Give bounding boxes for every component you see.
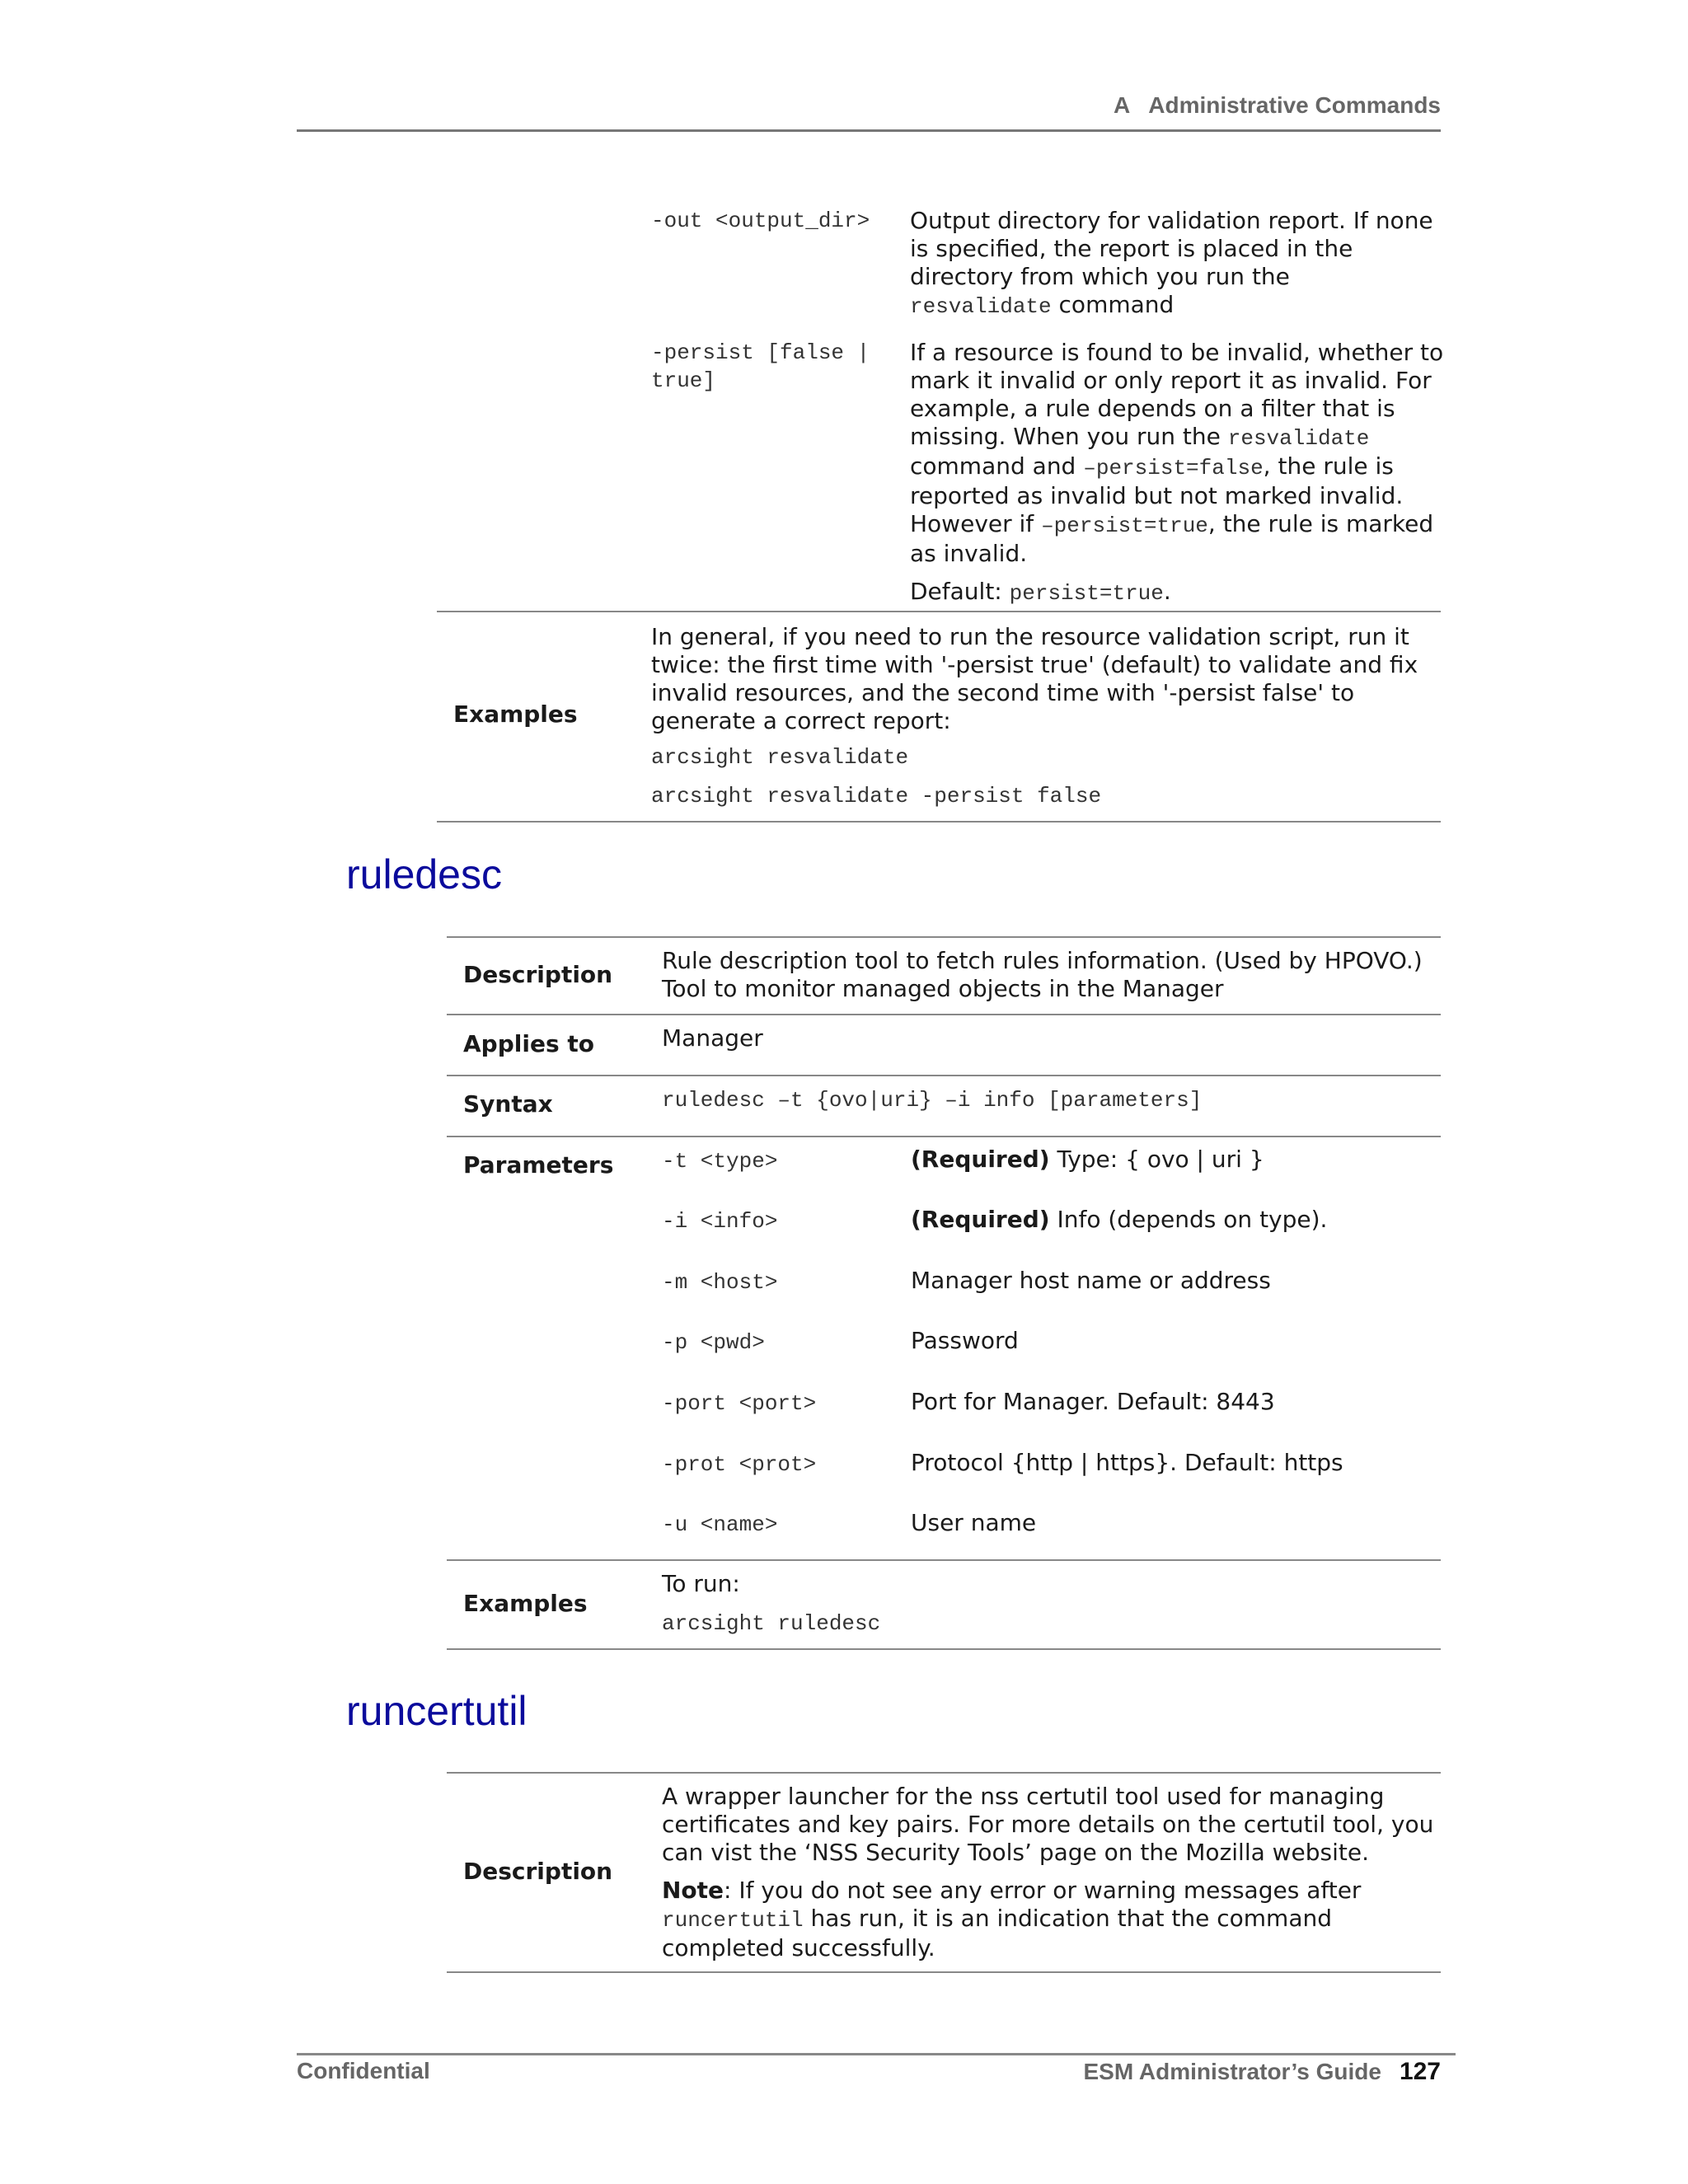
parameter-name: -prot <prot> (662, 1452, 817, 1477)
example-command: arcsight resvalidate -persist false (651, 784, 1102, 808)
text-span: command (1051, 291, 1175, 318)
section-title-ruledesc: ruledesc (346, 851, 502, 898)
parameter-name: -p <pwd> (662, 1330, 765, 1355)
param-out-desc (910, 207, 1437, 321)
inline-code: resvalidate (1227, 426, 1370, 451)
note-line: completed successfully. (662, 1934, 935, 1961)
text-span: However if (910, 510, 1042, 537)
table-rule (447, 1136, 1441, 1137)
footer-rule (297, 2053, 1456, 2055)
parameter-name: -port <port> (662, 1391, 817, 1416)
inline-code: persist=true (1009, 581, 1164, 606)
parameter-desc (911, 1206, 1327, 1234)
description-label: Description (463, 961, 613, 988)
description-line: Rule description tool to fetch rules information. (Used by HPOVO.) (662, 947, 1423, 974)
parameter-desc: Protocol {http | https}. Default: https (911, 1449, 1343, 1476)
examples-line: In general, if you need to run the resource validation script, run it (651, 623, 1409, 650)
table-rule (437, 821, 1441, 823)
parameter-desc: Manager host name or address (911, 1267, 1271, 1294)
parameter-desc: User name (911, 1509, 1037, 1536)
table-rule (447, 936, 1441, 938)
parameter-desc (911, 1146, 1264, 1174)
table-rule (437, 611, 1441, 612)
parameter-row (662, 1267, 1441, 1296)
parameter-name: -m <host> (662, 1270, 778, 1295)
text-span: : If you do not see any error or warning messages after (724, 1877, 1362, 1904)
parameter-row (662, 1206, 1441, 1235)
table-rule (447, 1772, 1441, 1774)
description-text (662, 1783, 1441, 1962)
parameter-row (662, 1449, 1441, 1479)
desc-line: reported as invalid but not marked invalid. (910, 482, 1404, 509)
param-out-desc-line (910, 291, 1437, 321)
parameters-label: Parameters (463, 1151, 614, 1179)
parameter-row (662, 1146, 1441, 1175)
table-rule (447, 1014, 1441, 1015)
examples-text (651, 623, 1442, 735)
table-rule (447, 1075, 1441, 1076)
description-text (662, 947, 1437, 1003)
header-rule (297, 129, 1441, 132)
inline-code: runcertutil (662, 1908, 804, 1933)
syntax-value: ruledesc –t {ovo|uri} –i info [parameters] (662, 1088, 1203, 1113)
desc-line (910, 452, 1446, 482)
description-line: can vist the ‘NSS Security Tools’ page on the Mozilla website. (662, 1839, 1370, 1866)
table-rule (447, 1971, 1441, 1973)
examples-line: twice: the first time with '-persist true' (default) to validate and fix (651, 651, 1418, 678)
parameter-name: -i <info> (662, 1209, 778, 1234)
table-rule (447, 1648, 1441, 1650)
desc-line: If a resource is found to be invalid, whether to (910, 339, 1444, 366)
applies-to-value: Manager (662, 1024, 763, 1052)
text-span: has run, it is an indication that the command (803, 1905, 1333, 1932)
param-persist-name-line: -persist [false | (651, 340, 870, 365)
text-span: command and (910, 452, 1084, 480)
header-appendix-letter: A (1114, 92, 1131, 118)
parameter-desc: Port for Manager. Default: 8443 (911, 1388, 1275, 1415)
param-out-desc-line: is specified, the report is placed in the (910, 235, 1353, 262)
section-title-runcertutil: runcertutil (346, 1688, 528, 1734)
description-line: Tool to monitor managed objects in the Manager (662, 975, 1224, 1002)
parameter-row (662, 1509, 1441, 1539)
examples-label: Examples (463, 1590, 588, 1617)
example-command: arcsight ruledesc (662, 1611, 881, 1636)
desc-line (910, 510, 1446, 540)
examples-label: Examples (453, 701, 578, 728)
desc-line: example, a rule depends on a filter that is (910, 395, 1395, 422)
parameter-desc: Password (911, 1327, 1019, 1354)
footer-guide (1083, 2058, 1441, 2086)
examples-text: To run: (662, 1570, 740, 1597)
text-span: , the rule is (1263, 452, 1394, 480)
parameter-row (662, 1388, 1441, 1418)
note-line (662, 1877, 1441, 1905)
parameter-name: -u <name> (662, 1512, 778, 1537)
note-label: Note (662, 1877, 724, 1904)
text-span: , the rule is marked (1207, 510, 1434, 537)
description-label: Description (463, 1858, 613, 1885)
desc-line (910, 423, 1446, 452)
text-span: missing. When you run the (910, 423, 1228, 450)
param-persist-name (651, 339, 870, 395)
text-span: Info (depends on type). (1049, 1206, 1328, 1233)
parameter-name: -t <type> (662, 1149, 778, 1174)
running-header (297, 92, 1441, 119)
param-out-desc-line: directory from which you run the (910, 263, 1290, 290)
footer-confidential: Confidential (297, 2058, 430, 2083)
footer-guide-title: ESM Administrator’s Guide (1083, 2059, 1381, 2084)
param-persist-desc (910, 339, 1446, 607)
text-span: . (1163, 578, 1171, 605)
example-command: arcsight resvalidate (651, 745, 909, 770)
required-tag: (Required) (911, 1206, 1050, 1233)
examples-line: generate a correct report: (651, 707, 951, 734)
page-number: 127 (1399, 2058, 1441, 2085)
default-line (910, 578, 1446, 607)
inline-code: –persist=true (1041, 513, 1208, 538)
header-title: Administrative Commands (1148, 92, 1441, 118)
desc-line: mark it invalid or only report it as invalid. For (910, 367, 1432, 394)
param-out-desc-line: Output directory for validation report. If none (910, 207, 1433, 234)
param-persist-name-line: true] (651, 368, 716, 393)
note-line (662, 1905, 1441, 1934)
required-tag: (Required) (911, 1146, 1050, 1173)
param-out-name: -out <output_dir> (651, 209, 870, 233)
syntax-label: Syntax (463, 1090, 553, 1118)
inline-code: –persist=false (1083, 456, 1264, 480)
text-span: Default: (910, 578, 1010, 605)
description-line: A wrapper launcher for the nss certutil tool used for managing (662, 1783, 1385, 1810)
parameter-row (662, 1327, 1441, 1357)
text-span: Type: { ovo | uri } (1049, 1146, 1264, 1173)
table-rule (447, 1559, 1441, 1561)
examples-line: invalid resources, and the second time with '-persist false' to (651, 679, 1355, 706)
applies-to-label: Applies to (463, 1030, 594, 1057)
description-line: certificates and key pairs. For more details on the certutil tool, you (662, 1811, 1434, 1838)
inline-code: resvalidate (910, 294, 1052, 319)
desc-line: as invalid. (910, 540, 1028, 567)
